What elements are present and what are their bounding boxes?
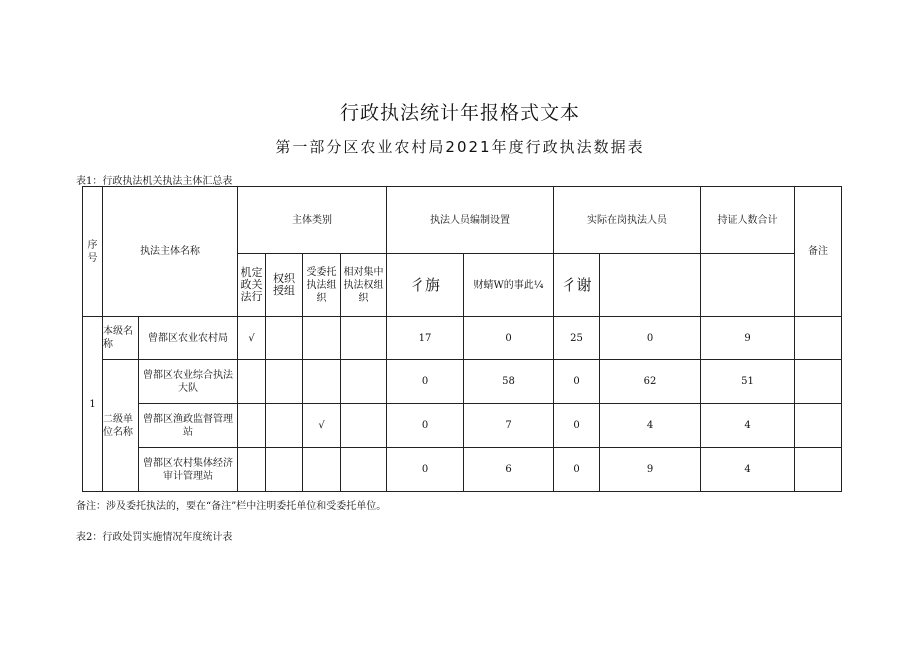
authorized-subheader: 权织授组 — [266, 254, 303, 317]
actual-sub-a: 彳谢 — [554, 254, 600, 317]
staffing-sub-a: 彳旃 — [387, 254, 464, 317]
certified-cell: 9 — [701, 317, 795, 360]
subject-type-header: 主体类别 — [238, 187, 387, 254]
centralized-cell — [341, 317, 387, 360]
subject-name-cell: 曾都区农业综合执法大队 — [139, 360, 238, 404]
entrusted-cell — [303, 360, 341, 404]
centralized-cell — [341, 404, 387, 448]
staffing-b-cell: 6 — [464, 448, 554, 492]
seq-cell: 1 — [83, 317, 103, 492]
staffing-a-cell: 0 — [387, 360, 464, 404]
certified-cell: 4 — [701, 404, 795, 448]
certified-header: 持证人数合计 — [701, 187, 795, 254]
actual-header: 实际在岗执法人员 — [554, 187, 701, 254]
actual-a-cell: 0 — [554, 360, 600, 404]
group-label-level2: 二级单位名称 — [103, 360, 139, 492]
actual-a-cell: 0 — [554, 404, 600, 448]
authorized-cell — [266, 404, 303, 448]
remark-cell — [795, 448, 842, 492]
organ-cell — [238, 404, 266, 448]
remark-cell — [795, 360, 842, 404]
staffing-b-cell: 0 — [464, 317, 554, 360]
centralized-cell — [341, 360, 387, 404]
subject-name-cell: 曾都区渔政监督管理站 — [139, 404, 238, 448]
actual-b-cell: 9 — [600, 448, 701, 492]
authorized-cell — [266, 317, 303, 360]
entrusted-cell — [303, 448, 341, 492]
staffing-a-cell: 0 — [387, 404, 464, 448]
seq-header: 序号 — [83, 187, 103, 317]
actual-sub-b — [600, 254, 701, 317]
organ-cell — [238, 448, 266, 492]
organ-cell — [238, 360, 266, 404]
enforcement-subject-table — [82, 186, 842, 492]
table-row — [83, 404, 842, 448]
authorized-cell — [266, 360, 303, 404]
table-row — [83, 317, 842, 360]
table1-caption: 表1：行政执法机关执法主体汇总表 — [76, 176, 233, 187]
table-note: 备注：涉及委托执法的，要在“备注”栏中注明委托单位和受委托单位。 — [76, 501, 387, 512]
table2-caption: 表2：行政处罚实施情况年度统计表 — [76, 532, 233, 543]
document-title: 行政执法统计年报格式文本 — [339, 102, 580, 124]
certified-sub — [701, 254, 795, 317]
remark-cell — [795, 317, 842, 360]
certified-cell: 51 — [701, 360, 795, 404]
centralized-cell — [341, 448, 387, 492]
actual-b-cell: 0 — [600, 317, 701, 360]
actual-a-cell: 0 — [554, 448, 600, 492]
organ-subheader: 机定政关法行 — [238, 254, 266, 317]
staffing-sub-b: 财蜻W的事此¼ — [464, 254, 554, 317]
subject-name-cell: 曾都区农业农村局 — [139, 317, 238, 360]
actual-a-cell: 25 — [554, 317, 600, 360]
centralized-subheader: 相对集中执法权组织 — [341, 254, 387, 317]
entrusted-cell — [303, 317, 341, 360]
staffing-b-cell: 7 — [464, 404, 554, 448]
staffing-a-cell: 0 — [387, 448, 464, 492]
document-subtitle: 第一部分区农业农村局2021年度行政执法数据表 — [275, 138, 645, 156]
entrusted-subheader: 受委托执法组织 — [303, 254, 341, 317]
actual-b-cell: 4 — [600, 404, 701, 448]
subject-name-header: 执法主体名称 — [103, 187, 238, 317]
header-row-1 — [83, 187, 842, 254]
staffing-header: 执法人员编制设置 — [387, 187, 554, 254]
table-row — [83, 448, 842, 492]
remarks-header: 备注 — [795, 187, 842, 317]
actual-b-cell: 62 — [600, 360, 701, 404]
table-row — [83, 360, 842, 404]
certified-cell: 4 — [701, 448, 795, 492]
staffing-a-cell: 17 — [387, 317, 464, 360]
entrusted-cell: √ — [303, 404, 341, 448]
subject-name-cell: 曾都区农村集体经济审计管理站 — [139, 448, 238, 492]
staffing-b-cell: 58 — [464, 360, 554, 404]
organ-cell: √ — [238, 317, 266, 360]
remark-cell — [795, 404, 842, 448]
group-label-level1: 本级名称 — [103, 317, 139, 360]
authorized-cell — [266, 448, 303, 492]
